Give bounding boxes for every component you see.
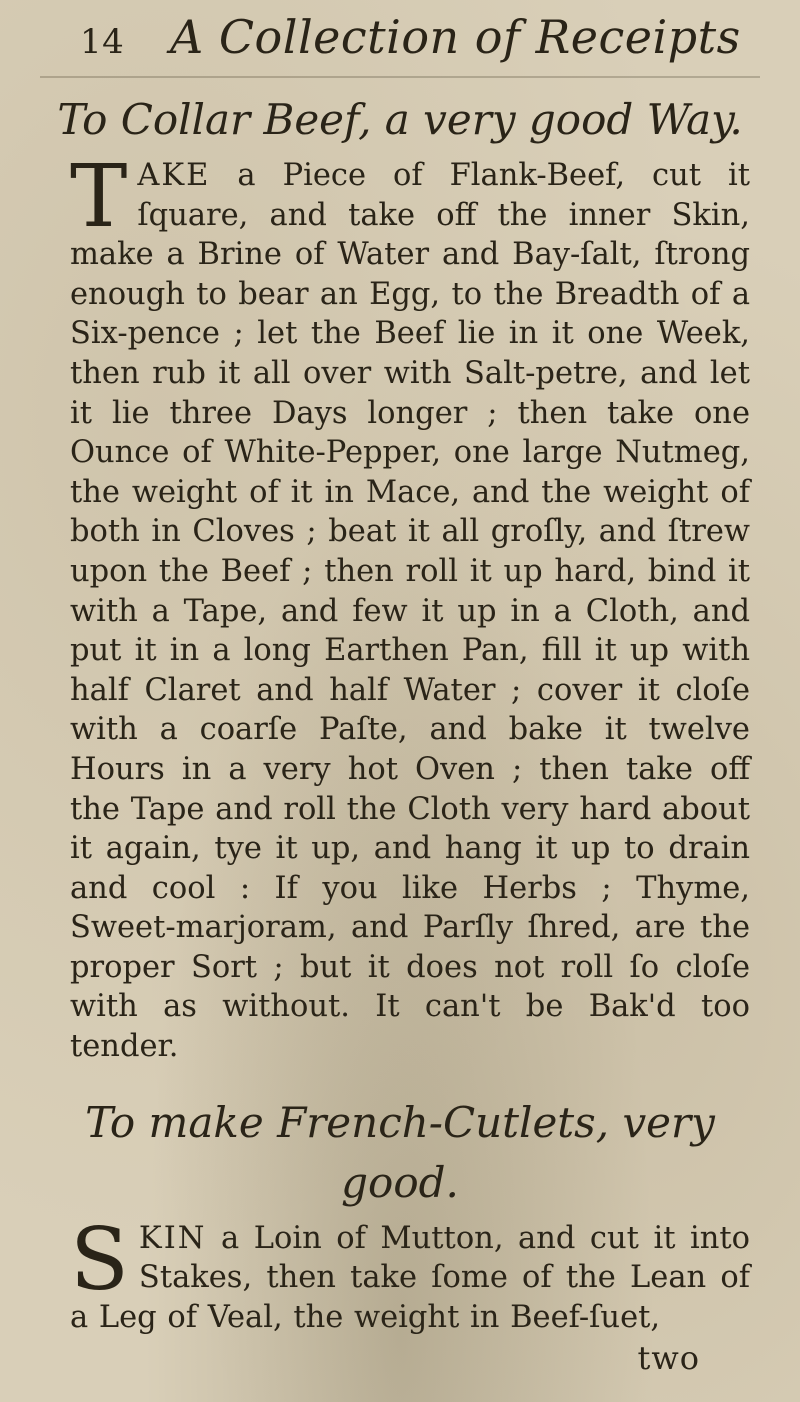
page-header xyxy=(40,10,760,70)
recipe-text: a Piece of Flank-Beef, cut it ſquare, and take off the inner Skin, make a Brine of Water and Bay-ſalt, ſtrong enough to bear an Egg, to the Breadth of a Six-pence ; let the Beef lie in it one Week, then rub it all over with Salt-petre, and let it lie three Days longer ; then take one Ounce of White-Pepper, one large Nutmeg, the weight of it in Mace, and the weight of both in Cloves ; beat it all groſly, and ſtrew upon the Beef ; then roll it up hard, bind it with a Tape, and few it up in a Cloth, and put it in a long Earthen Pan, fill it up with half Claret and half Water ; cover it cloſe with a coarſe Paſte, and bake it twelve Hours in a very hot Oven ; then take off the Tape and roll the Cloth very hard about it again, tye it up, and hang it up to drain and cool : If you like Herbs ; Thyme, Sweet-marjoram, and Parſly ſhred, are the proper Sort ; but it does not roll ſo cloſe with as without. It can't be Bak'd too tender. xyxy=(70,158,750,1065)
recipe-body-french-cutlets xyxy=(70,1209,750,1338)
recipe-text: a Loin of Mutton, and cut it into Stakes, then take ſome of the Lean of a Leg of Veal, the weight in Beef-ſuet, xyxy=(70,1220,750,1335)
drop-cap: T xyxy=(70,147,128,247)
header-rule xyxy=(40,76,760,78)
running-title: A Collection of Receipts xyxy=(170,10,741,64)
lead-word: AKE xyxy=(137,158,211,193)
recipe-body-collar-beef xyxy=(70,147,750,1067)
page-number: 14 xyxy=(80,22,125,62)
recipe-title-french-cutlets: To make French-Cutlets, very good. xyxy=(85,1097,715,1207)
drop-cap: S xyxy=(70,1209,129,1310)
recipe-title-collar-beef: To Collar Beef, a very good Way. xyxy=(57,95,743,144)
lead-word: KIN xyxy=(138,1220,207,1256)
catchword: two xyxy=(637,1339,700,1378)
